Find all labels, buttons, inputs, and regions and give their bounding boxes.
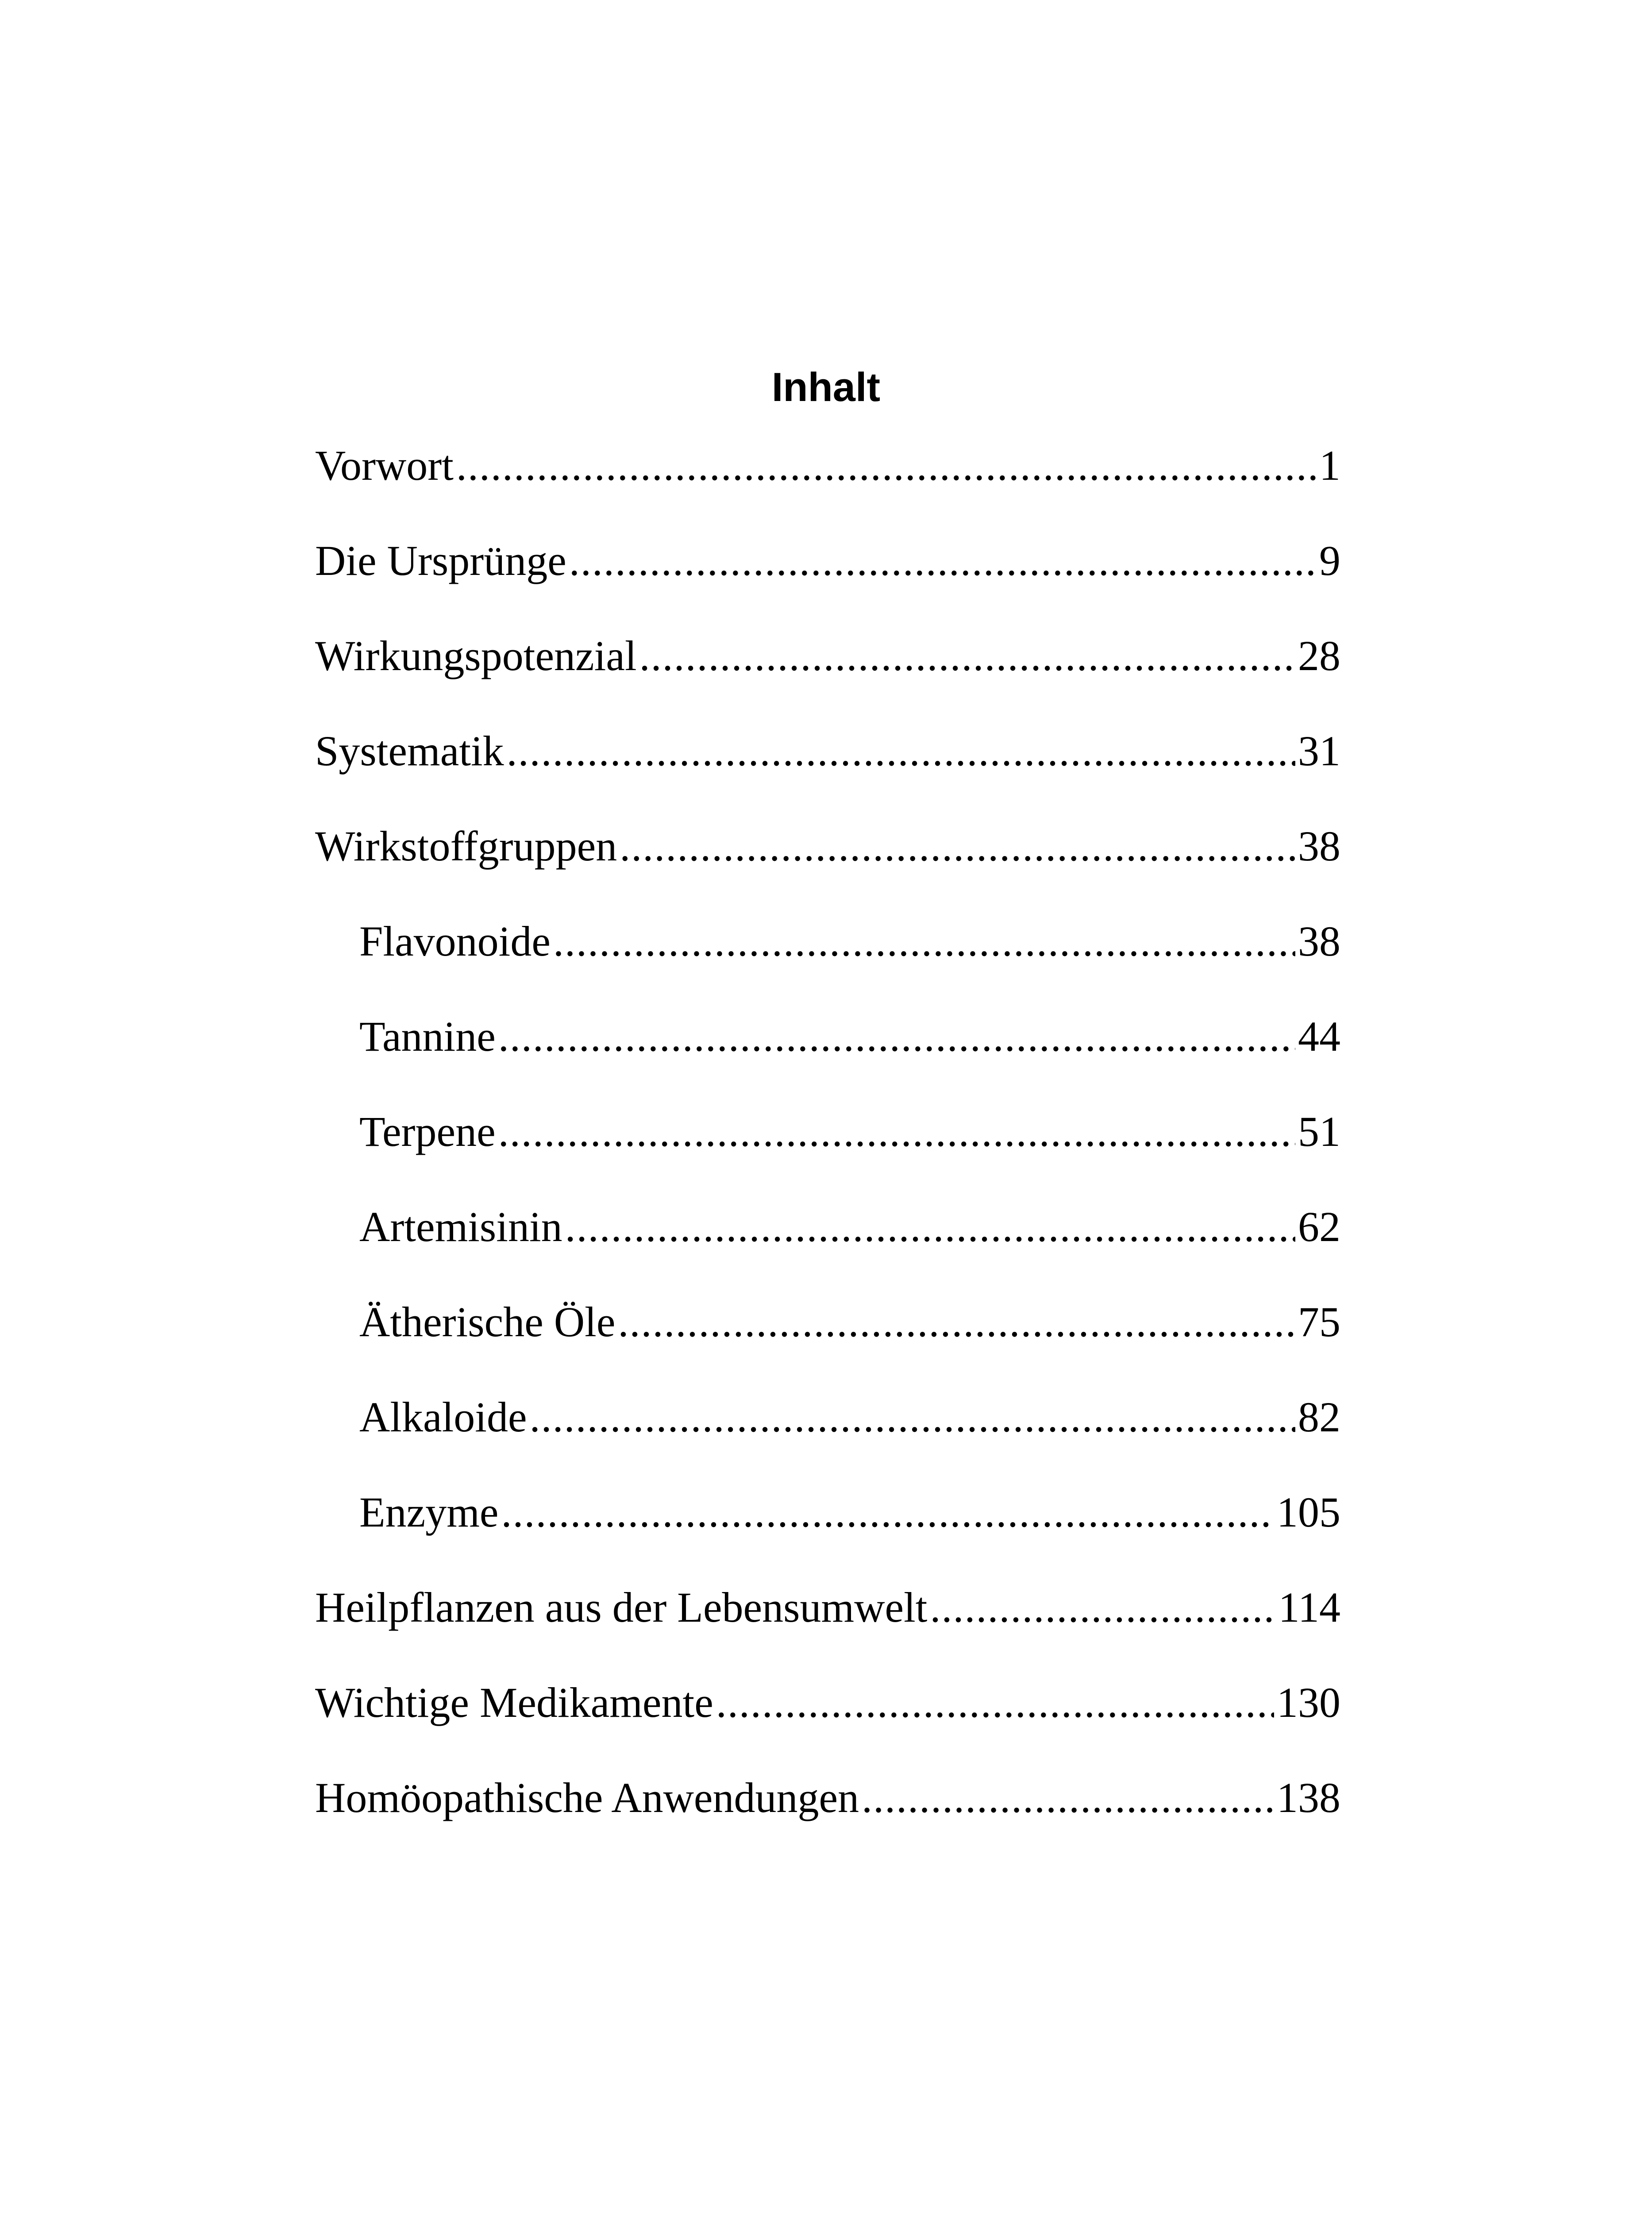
toc-entry-label: Die Ursprünge xyxy=(315,534,566,587)
toc-dot-leader xyxy=(569,534,1317,587)
toc-entry-label: Wirkungspotenzial xyxy=(315,629,637,682)
toc-entry-label: Vorwort xyxy=(315,439,454,492)
toc-entry-label: Homöopathische Anwendungen xyxy=(315,1771,859,1824)
toc-entry-alkaloide xyxy=(315,1391,1340,1486)
toc-entry-label: Enzyme xyxy=(359,1486,499,1539)
toc-entry-label: Alkaloide xyxy=(359,1391,527,1444)
toc-title: Inhalt xyxy=(771,365,881,410)
toc-entry-label: Systematik xyxy=(315,725,504,778)
toc-entry-page: 75 xyxy=(1298,1298,1340,1346)
toc-entry-label: Tannine xyxy=(359,1010,496,1063)
toc-entry-page: 38 xyxy=(1298,822,1340,870)
toc-entry-label: Ätherische Öle xyxy=(359,1295,615,1349)
toc-entry-page: 51 xyxy=(1298,1108,1340,1155)
table-of-contents xyxy=(315,439,1340,1866)
toc-entry-terpene xyxy=(315,1105,1340,1200)
toc-dot-leader xyxy=(620,820,1295,873)
toc-entry-page: 114 xyxy=(1278,1584,1340,1631)
toc-dot-leader xyxy=(862,1771,1274,1824)
toc-dot-leader xyxy=(716,1676,1274,1729)
toc-entry-page: 138 xyxy=(1277,1774,1340,1821)
toc-entry-page: 38 xyxy=(1298,918,1340,965)
toc-entry-systematik xyxy=(315,725,1340,820)
toc-dot-leader xyxy=(501,1486,1274,1539)
toc-dot-leader xyxy=(498,1010,1295,1063)
toc-entry-page: 82 xyxy=(1298,1393,1340,1441)
toc-entry-page: 31 xyxy=(1298,727,1340,775)
toc-entry-wichtige-medikamente xyxy=(315,1676,1340,1771)
toc-dot-leader xyxy=(618,1295,1295,1349)
toc-entry-page: 9 xyxy=(1319,537,1340,584)
toc-entry-heilpflanzen xyxy=(315,1581,1340,1676)
toc-entry-label: Artemisinin xyxy=(359,1200,562,1253)
toc-dot-leader xyxy=(930,1581,1275,1634)
toc-entry-label: Wichtige Medikamente xyxy=(315,1676,713,1729)
toc-entry-page: 44 xyxy=(1298,1013,1340,1060)
toc-entry-page: 62 xyxy=(1298,1203,1340,1250)
toc-dot-leader xyxy=(456,439,1317,492)
toc-entry-page: 28 xyxy=(1298,632,1340,679)
toc-dot-leader xyxy=(553,915,1295,968)
toc-entry-homoeopathische-anwendungen xyxy=(315,1771,1340,1866)
toc-entry-aetherische-oele xyxy=(315,1295,1340,1391)
toc-dot-leader xyxy=(639,629,1295,682)
toc-entry-artemisinin xyxy=(315,1200,1340,1295)
toc-dot-leader xyxy=(565,1200,1295,1253)
toc-entry-tannine xyxy=(315,1010,1340,1105)
toc-entry-wirkstoffgruppen xyxy=(315,820,1340,915)
toc-dot-leader xyxy=(507,725,1295,778)
toc-entry-label: Wirkstoffgruppen xyxy=(315,820,617,873)
toc-entry-vorwort xyxy=(315,439,1340,534)
toc-entry-page: 130 xyxy=(1277,1679,1340,1726)
toc-entry-die-urspruenge xyxy=(315,534,1340,629)
toc-entry-label: Flavonoide xyxy=(359,915,551,968)
toc-entry-page: 1 xyxy=(1319,442,1340,489)
toc-entry-page: 105 xyxy=(1277,1488,1340,1536)
toc-entry-flavonoide xyxy=(315,915,1340,1010)
toc-dot-leader xyxy=(498,1105,1295,1158)
toc-entry-enzyme xyxy=(315,1486,1340,1581)
toc-dot-leader xyxy=(530,1391,1295,1444)
toc-entry-label: Heilpflanzen aus der Lebensumwelt xyxy=(315,1581,927,1634)
toc-entry-label: Terpene xyxy=(359,1105,496,1158)
toc-entry-wirkungspotenzial xyxy=(315,629,1340,725)
